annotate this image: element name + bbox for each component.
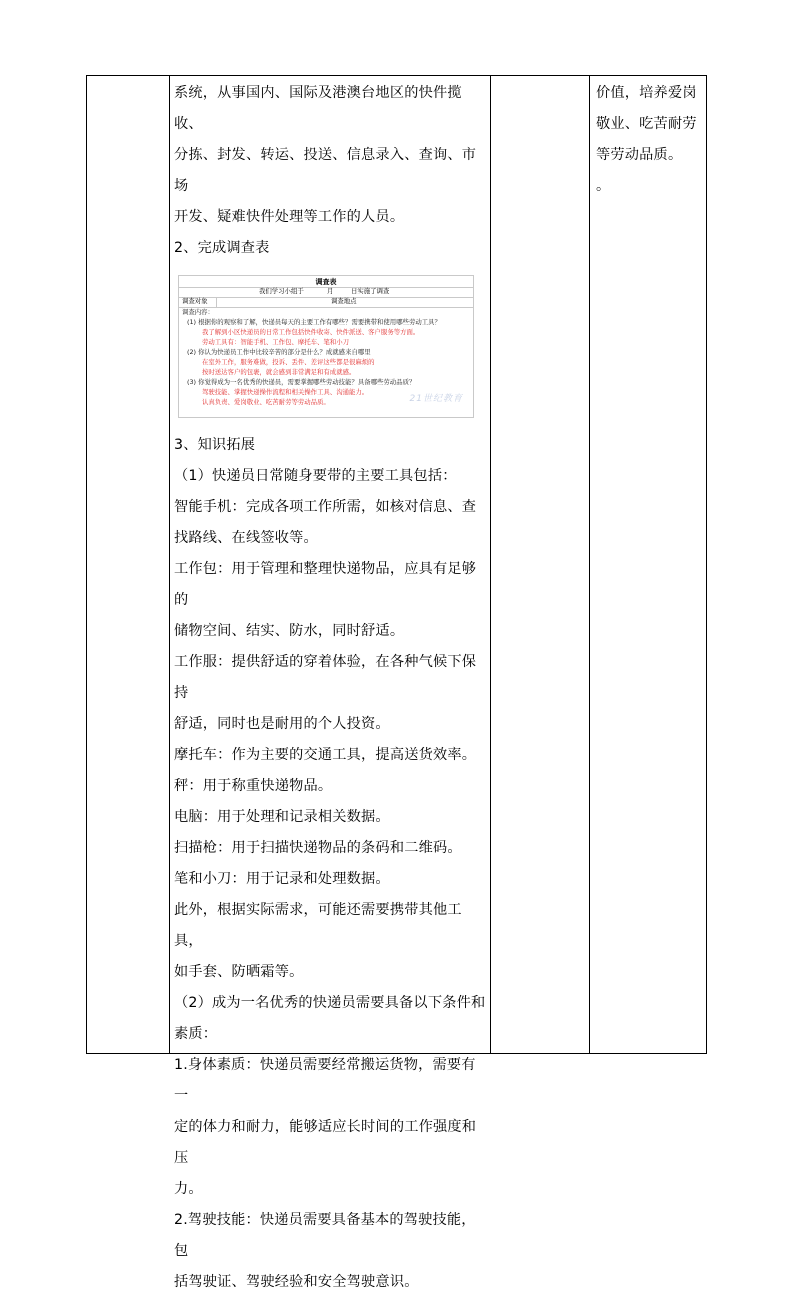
intro-line: 系统，从事国内、国际及港澳台地区的快件揽收、 [174, 85, 462, 132]
survey-content-label: 调查内容： [182, 308, 214, 316]
tool-line: 工作服：提供舒适的穿着体验，在各种气候下保持 [174, 654, 477, 701]
survey-object-row [179, 297, 473, 308]
survey-object-label: 调查对象 [182, 297, 208, 305]
intro-line: 分拣、封发、转运、投送、信息录入、查询、市场 [174, 147, 477, 194]
lesson-table [86, 75, 707, 1290]
tool-line: 秤：用于称重快递物品。 [174, 778, 333, 794]
objective-line: 敬业、吃苦耐劳 [596, 116, 697, 132]
survey-table-image [178, 275, 474, 418]
tool-line: 舒适，同时也是耐用的个人投资。 [174, 716, 390, 732]
item1-heading: （1）快递员日常随身要带的主要工具包括： [174, 468, 457, 484]
item2-line: 1.身体素质：快递员需要经常搬运货物，需要有一 [174, 1057, 476, 1104]
survey-title: 调查表 [179, 276, 473, 288]
survey-answer: 按时送达客户的包裹，就会感到非常满足和有成就感。 [202, 367, 356, 376]
survey-answer: 在室外工作，服务难做，投诉、丢件、差评这些都是很麻烦的 [202, 357, 375, 366]
survey-question: (2) 你认为快递员工作中比较辛苦的部分是什么？成就感来自哪里 [187, 347, 371, 356]
tool-line: 如手套、防晒霜等。 [174, 964, 304, 980]
intro-line: 开发、疑难快件处理等工作的人员。 [174, 209, 405, 225]
main-content-column [169, 76, 489, 1298]
objective-line: 等劳动品质。 [596, 147, 683, 163]
section3-heading: 3、知识拓展 [174, 437, 256, 453]
tool-line: 找路线、在线签收等。 [174, 530, 318, 546]
survey-group-label: 我们学习小组于 [259, 287, 304, 295]
tool-line: 智能手机：完成各项工作所需，如核对信息、查 [174, 499, 477, 515]
tool-line: 扫描枪：用于扫描快递物品的条码和二维码。 [174, 840, 462, 856]
objective-line: 。 [596, 178, 611, 194]
item2-line: 素质： [174, 1026, 218, 1042]
watermark-logo: 21世纪教育 [409, 394, 463, 405]
survey-question: (1) 根据你的观察和了解，快递员每天的主要工作有哪些？需要携带和使用哪些劳动工具？ [187, 317, 441, 326]
survey-answer: 驾驶技能、掌握快递操作流程和相关操作工具、沟通能力。 [202, 387, 369, 396]
survey-month: 月 [327, 287, 334, 295]
tool-line: 摩托车：作为主要的交通工具，提高送货效率。 [174, 747, 477, 763]
item2-line: 2.驾驶技能：快递员需要具备基本的驾驶技能，包 [174, 1212, 476, 1259]
survey-place-label: 调查地点 [331, 297, 357, 305]
objective-line: 价值，培养爱岗 [596, 85, 697, 101]
item2-line: 定的体力和耐力，能够适应长时间的工作强度和压 [174, 1119, 477, 1166]
survey-date-text: 日实施了调查 [351, 287, 390, 295]
item2-line: （2）成为一名优秀的快递员需要具备以下条件和 [174, 995, 486, 1011]
column-divider [589, 76, 590, 1053]
section2-heading: 2、完成调查表 [174, 240, 270, 256]
tool-line: 储物空间、结实、防水，同时舒适。 [174, 623, 405, 639]
tool-line: 电脑：用于处理和记录相关数据。 [174, 809, 390, 825]
survey-answer: 我了解到小区快递员的日常工作包括快件收寄、快件派送、客户服务等方面。 [202, 327, 420, 336]
item2-line: 括驾驶证、驾驶经验和安全驾驶意识。 [174, 1274, 419, 1290]
survey-question: (3) 你觉得成为一名优秀的快递员，需要掌握哪些劳动技能？具备哪些劳动品质？ [187, 377, 416, 386]
survey-answer: 认真负责、爱岗敬业、吃苦耐劳等劳动品质。 [202, 397, 330, 406]
item2-line: 力。 [174, 1181, 203, 1197]
objectives-column [589, 76, 708, 202]
column-divider [490, 76, 491, 1053]
tool-line: 笔和小刀：用于记录和处理数据。 [174, 871, 390, 887]
survey-answer: 劳动工具有：智能手机、工作包、摩托车、笔和小刀 [202, 337, 349, 346]
tool-line: 此外，根据实际需求，可能还需要携带其他工具， [174, 902, 462, 949]
tool-line: 工作包：用于管理和整理快递物品，应具有足够的 [174, 561, 477, 608]
